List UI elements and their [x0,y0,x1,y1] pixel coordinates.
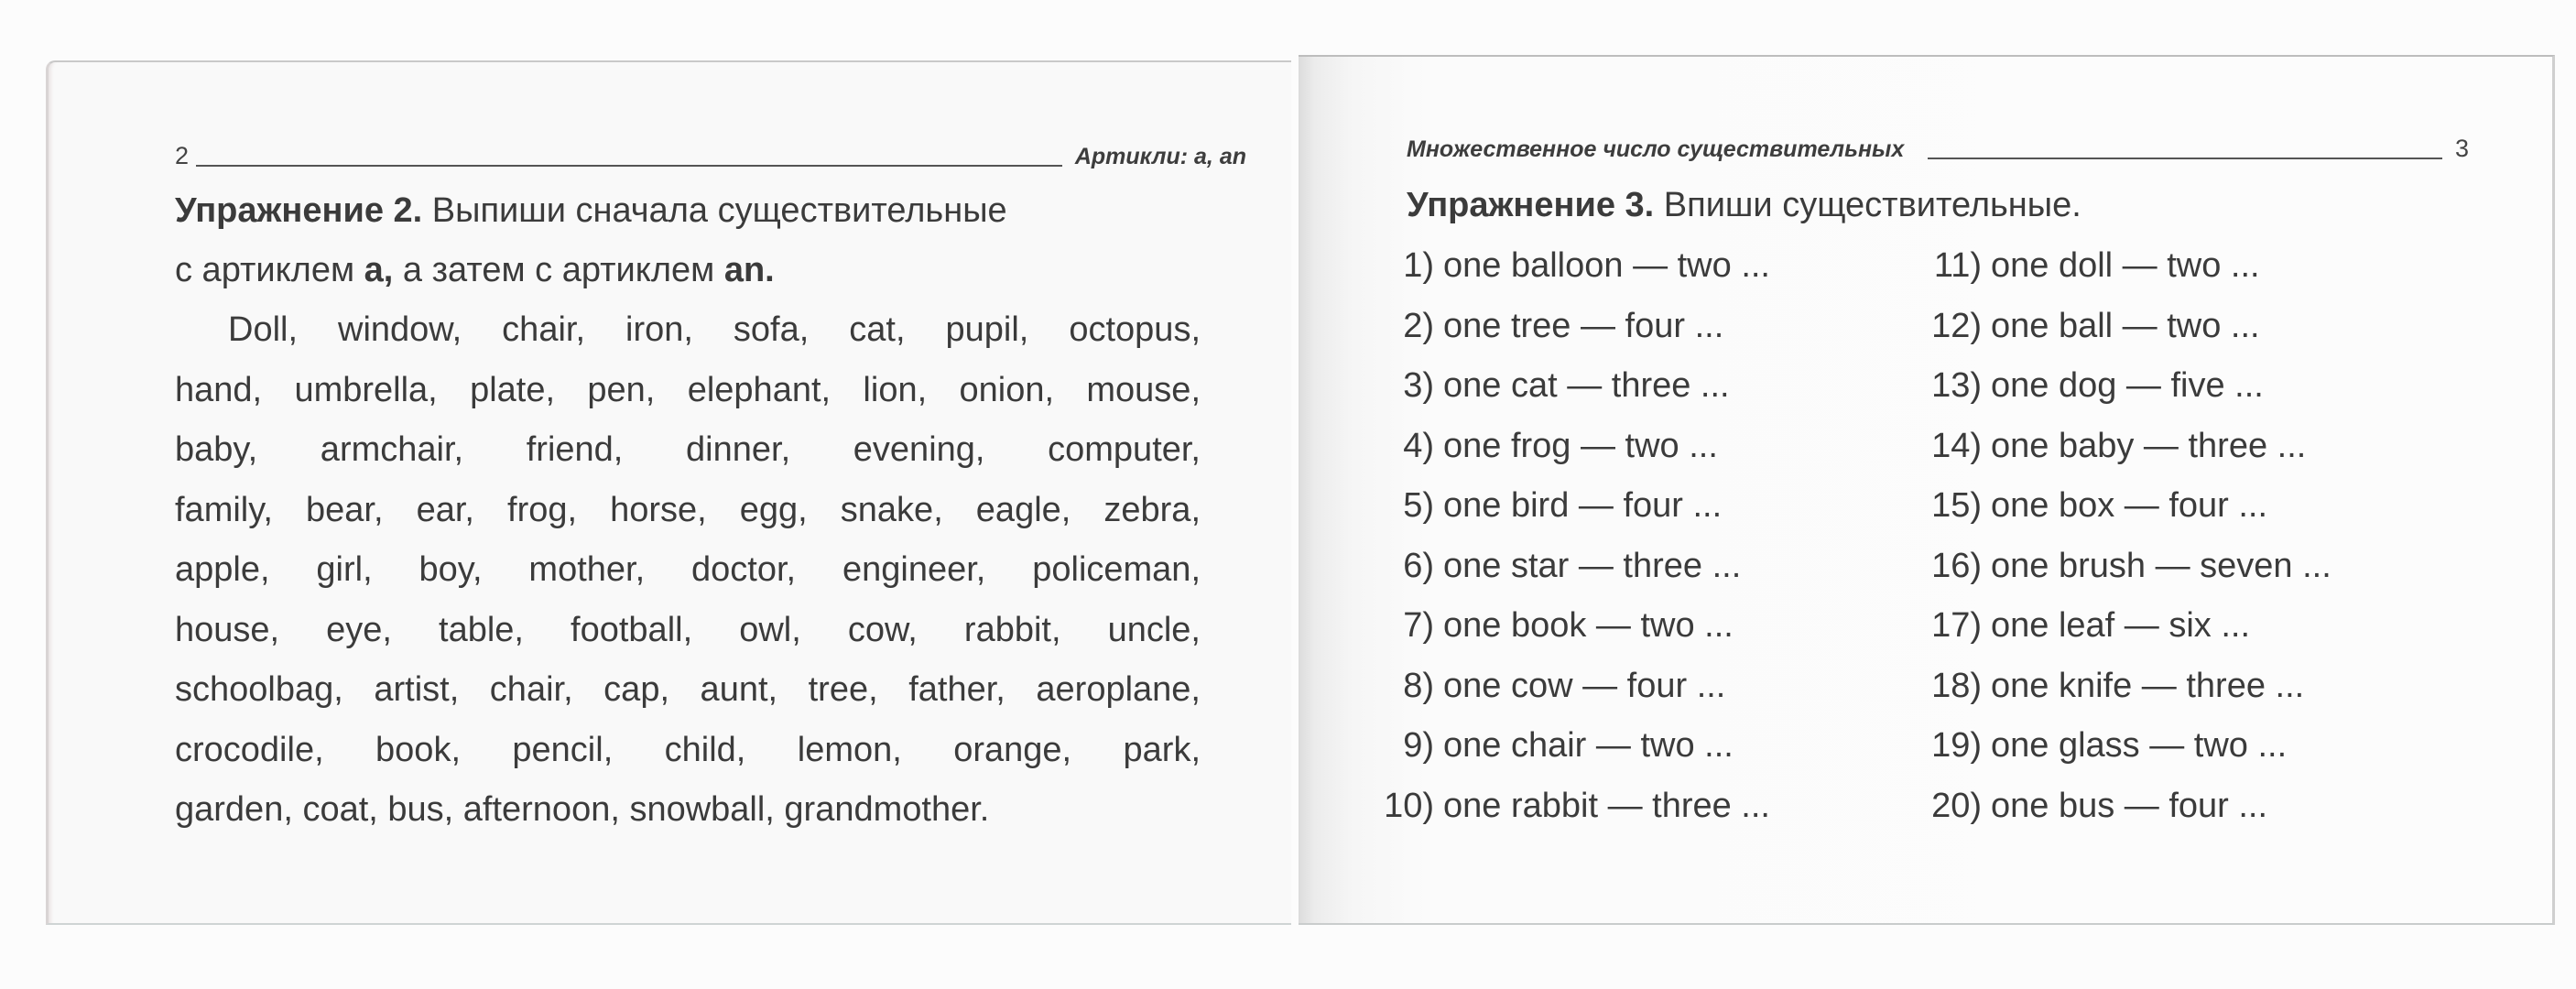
exercise-item [1368,777,1918,837]
page-number: 3 [2454,135,2469,162]
exercise-item [1918,356,2430,417]
running-header-right [1407,130,2469,163]
item-number: 12) [1931,306,1982,345]
item-number: 6) [1403,546,1434,585]
items-column-1 [1368,236,1918,836]
exercise-item [1368,596,1918,657]
item-number: 15) [1931,486,1982,525]
item-text: one balloon — two ... [1443,246,1770,285]
running-title: Множественное число существительных [1407,136,1905,162]
item-number: 13) [1931,366,1982,405]
item-text: one ball — two ... [1991,306,2260,345]
item-text: one tree — four ... [1443,306,1724,345]
exercise-item [1918,596,2430,657]
page-number: 2 [175,142,190,169]
right-page [1299,55,2555,925]
exercise-heading [1407,176,2081,235]
header-rule [1928,157,2442,159]
word-list [175,300,1201,841]
running-title: Артикли: a, an [1074,144,1246,169]
exercise-item [1368,716,1918,777]
item-number: 8) [1403,666,1434,705]
item-text: one chair — two ... [1443,726,1734,765]
item-text: one book — two ... [1443,606,1734,645]
header-rule [196,164,1062,167]
item-text: one dog — five ... [1991,366,2264,405]
word-line: schoolbag, artist, chair, cap, aunt, tree, father, aeroplane, [175,670,1201,709]
items-column-2 [1918,236,2430,836]
word-line: baby, armchair, friend, dinner, evening, computer, [175,430,1201,469]
article-a: a, [364,251,394,289]
item-number: 1) [1403,246,1434,285]
item-text: one glass — two ... [1991,726,2288,765]
exercise-item [1918,417,2430,477]
item-number: 18) [1931,666,1982,705]
exercise-item [1368,297,1918,357]
item-text: one brush — seven ... [1991,546,2331,585]
exercise-item [1918,657,2430,717]
item-number: 5) [1403,486,1434,525]
item-number: 4) [1403,426,1434,465]
exercise-item [1918,297,2430,357]
item-text: one bus — four ... [1991,786,2268,825]
item-number: 19) [1931,726,1982,765]
item-number: 11) [1933,246,1982,285]
item-text: one cat — three ... [1443,366,1730,405]
exercise-heading [175,181,1007,241]
item-number: 3) [1403,366,1434,405]
item-number: 2) [1403,306,1434,345]
exercise-item [1918,777,2430,837]
exercise-label: Упражнение 2. [175,191,423,230]
item-text: one frog — two ... [1443,426,1718,465]
exercise-item [1368,356,1918,417]
word-line: house, eye, table, football, owl, cow, rabbit, uncle, [175,610,1201,649]
item-text: one box — four ... [1991,486,2268,525]
exercise-item [1368,476,1918,537]
item-text: one cow — four ... [1443,666,1726,705]
item-number: 17) [1931,606,1982,645]
item-text: one star — three ... [1443,546,1742,585]
word-line: Doll, window, chair, iron, sofa, cat, pupil, octopus, [228,310,1201,349]
exercise-items [1368,236,2430,836]
word-line: crocodile, book, pencil, child, lemon, orange, park, [175,730,1201,769]
item-number: 9) [1403,726,1434,765]
instruction-text: с артиклем [175,251,364,289]
running-header-left [175,137,1246,170]
word-line: family, bear, ear, frog, horse, egg, snake, eagle, zebra, [175,490,1201,529]
word-line: hand, umbrella, plate, pen, elephant, lion, onion, mouse, [175,370,1201,409]
exercise-item [1368,537,1918,597]
instruction-text: а затем с артиклем [393,251,724,289]
item-text: one baby — three ... [1991,426,2307,465]
exercise-instruction: Выпиши сначала существительные [431,191,1007,230]
item-number: 16) [1931,546,1982,585]
exercise-item [1918,716,2430,777]
word-line: apple, girl, boy, mother, doctor, engineer, policeman, [175,550,1201,589]
exercise-item [1918,537,2430,597]
exercise-item [1368,417,1918,477]
item-text: one rabbit — three ... [1443,786,1770,825]
item-text: one doll — two ... [1991,246,2260,285]
left-page [46,60,1291,925]
exercise-instruction: Впиши существительные. [1663,186,2081,224]
item-number: 10) [1384,786,1434,825]
word-line: garden, coat, bus, afternoon, snowball, grandmother. [175,790,990,829]
exercise-item [1918,236,2430,297]
item-number: 14) [1931,426,1982,465]
exercise-item [1368,236,1918,297]
item-text: one leaf — six ... [1991,606,2251,645]
exercise-label: Упражнение 3. [1407,186,1655,224]
item-number: 20) [1931,786,1982,825]
item-text: one bird — four ... [1443,486,1723,525]
item-text: one knife — three ... [1991,666,2305,705]
exercise-item [1368,657,1918,717]
exercise-instruction-line2 [175,241,775,300]
item-number: 7) [1403,606,1434,645]
exercise-item [1918,476,2430,537]
article-an: an. [723,251,775,289]
